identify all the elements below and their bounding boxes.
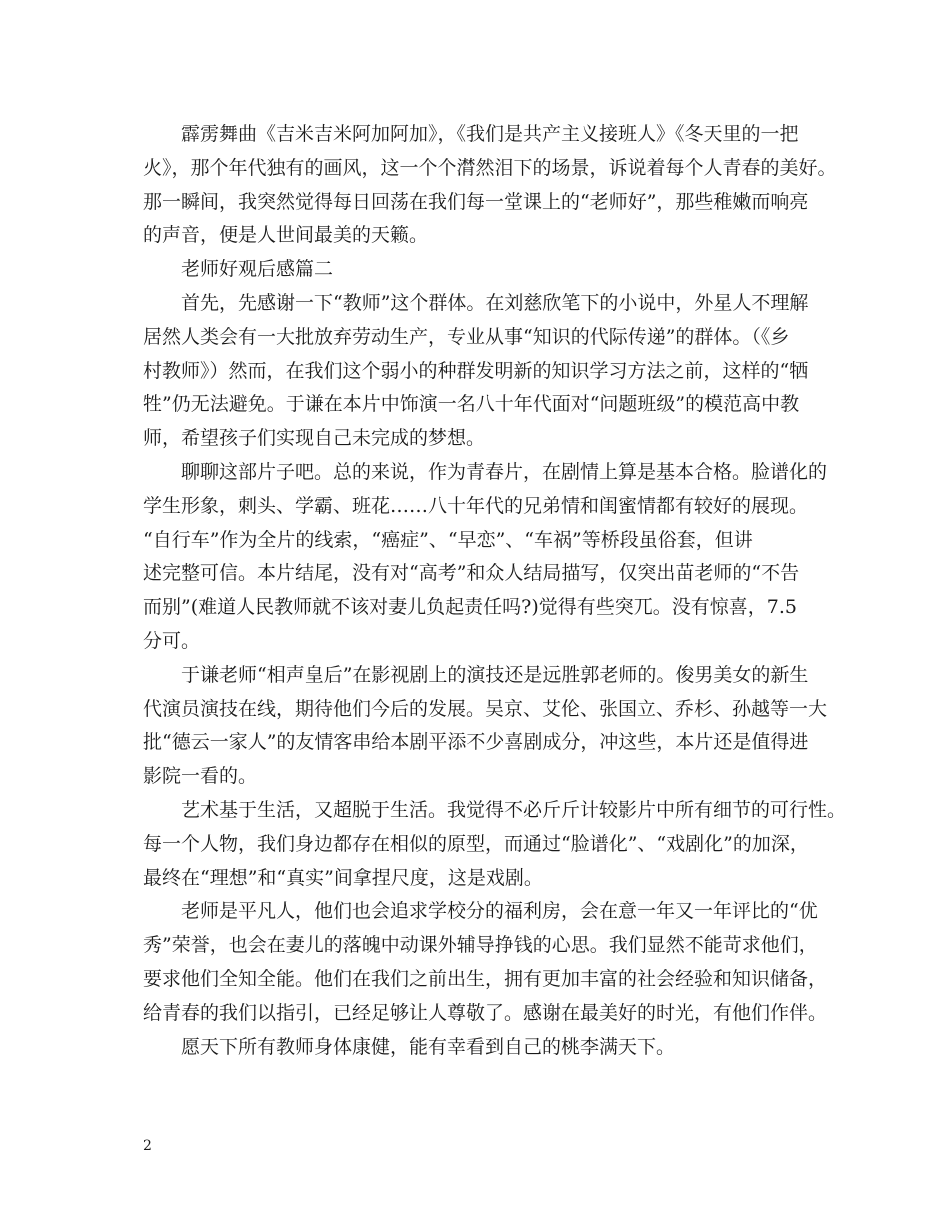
text-line: 每一个人物，我们身边都存在相似的原型，而通过“脸谱化”、“戏剧化”的加深， <box>143 832 809 855</box>
text-line: 而别”(难道人民教师就不该对妻儿负起责任吗?)觉得有些突兀。没有惊喜，7.5 <box>143 596 797 619</box>
text-line: 艺术基于生活，又超脱于生活。我觉得不必斤斤计较影片中所有细节的可行性。 <box>181 798 847 821</box>
text-line: 述完整可信。本片结尾，没有对“高考”和众人结局描写，仅突出苗老师的“不告 <box>143 562 800 585</box>
text-line: 霹雳舞曲《吉米吉米阿加阿加》，《我们是共产主义接班人》《冬天里的一把 <box>181 123 799 145</box>
text-line: 分可。 <box>143 629 201 652</box>
text-line: 批“德云一家人”的友情客串给本剧平添不少喜剧成分，冲这些，本片还是值得进 <box>143 731 809 754</box>
text-line: 牲”仍无法避免。于谦在本片中饰演一名八十年代面对“问题班级”的模范高中教 <box>143 393 800 416</box>
text-line: 那一瞬间，我突然觉得每日回荡在我们每一堂课上的“老师好”，那些稚嫩而响亮 <box>143 190 809 213</box>
text-line: 火》，那个年代独有的画风，这一个个潸然泪下的场景，诉说着每个人青春的美好。 <box>143 156 837 179</box>
text-line: 要求他们全知全能。他们在我们之前出生，拥有更加丰富的社会经验和知识储备， <box>143 967 828 990</box>
text-line: 老师是平凡人，他们也会追求学校分的福利房，会在意一年又一年评比的“优 <box>181 900 818 923</box>
text-line: 最终在“理想”和“真实”间拿捏尺度，这是戏剧。 <box>143 866 543 889</box>
text-line: 的声音，便是人世间最美的天籁。 <box>143 224 429 247</box>
page-number: 2 <box>143 1138 152 1154</box>
text-line: 师，希望孩子们实现自己未完成的梦想。 <box>143 427 486 450</box>
text-line: 居然人类会有一大批放弃劳动生产，专业从事“知识的代际传递”的群体。（《乡 <box>143 325 790 348</box>
text-line: “自行车”作为全片的线索，“癌症”、“早恋”、“车祸”等桥段虽俗套，但讲 <box>143 528 753 551</box>
text-line: 首先，先感谢一下“教师”这个群体。在刘慈欣笔下的小说中，外星人不理解 <box>181 291 809 314</box>
document-body <box>143 118 847 1064</box>
text-line: 给青春的我们以指引，已经足够让人尊敬了。感谢在最美好的时光，有他们作伴。 <box>143 1001 828 1024</box>
text-line: 秀”荣誉，也会在妻儿的落魄中动课外辅导挣钱的心思。我们显然不能苛求他们， <box>143 934 818 957</box>
section-heading: 老师好观后感篇二 <box>181 258 334 281</box>
text-line: 学生形象，刺头、学霸、班花……八十年代的兄弟情和闺蜜情都有较好的展现。 <box>143 494 809 517</box>
text-line: 聊聊这部片子吧。总的来说，作为青春片，在剧情上算是基本合格。脸谱化的 <box>181 460 828 483</box>
text-line: 于谦老师“相声皇后”在影视剧上的演技还是远胜郭老师的。俊男美女的新生 <box>181 663 809 686</box>
text-line: 代演员演技在线，期待他们今后的发展。吴京、艾伦、张国立、乔杉、孙越等一大 <box>143 697 828 720</box>
text-line: 村教师》）然而，在我们这个弱小的种群发明新的知识学习方法之前，这样的“牺 <box>143 359 809 382</box>
text-line: 愿天下所有教师身体康健，能有幸看到自己的桃李满天下。 <box>181 1035 676 1058</box>
text-line: 影院一看的。 <box>143 765 258 788</box>
